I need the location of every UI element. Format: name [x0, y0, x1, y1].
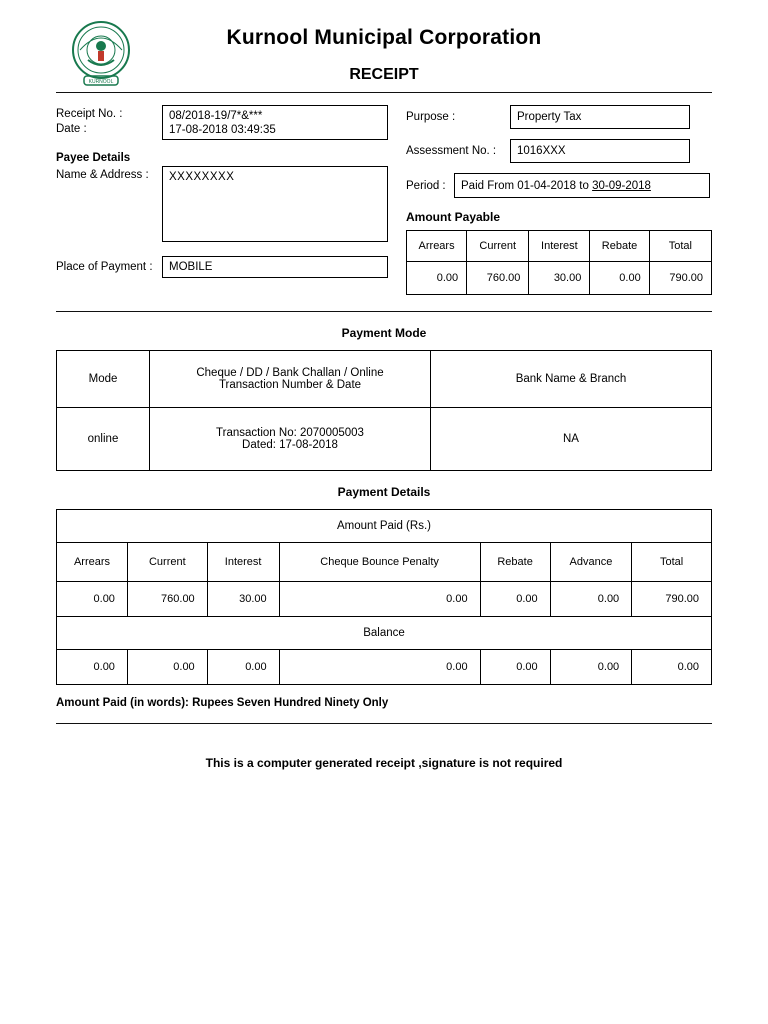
- balance-val-advance: 0.00: [550, 650, 632, 685]
- amount-in-words: Amount Paid (in words): Rupees Seven Hundred Ninety Only: [56, 697, 389, 709]
- place-of-payment-label: Place of Payment :: [56, 261, 153, 273]
- paid-val-current: 760.00: [127, 582, 207, 617]
- purpose-label: Purpose :: [406, 111, 456, 123]
- receipt-no-date-field[interactable]: [162, 105, 388, 140]
- payment-mode-col-transaction: [150, 351, 431, 408]
- kurnool-municipal-corporation-emblem-icon: [70, 20, 132, 86]
- receipt-no-value: 08/2018-19/7*&***: [169, 110, 263, 122]
- date-label: Date :: [56, 123, 87, 135]
- period-prefix: Paid From: [461, 180, 515, 192]
- period-from: 01-04-2018: [517, 180, 577, 192]
- table-row: [57, 543, 712, 582]
- table-row: [407, 262, 712, 295]
- payment-details-col-current: Current: [127, 543, 207, 582]
- assessment-label: Assessment No. :: [406, 145, 497, 157]
- amount-payable-val-interest: 30.00: [529, 262, 590, 295]
- payment-details-title: Payment Details: [337, 485, 431, 499]
- receipt-title: RECEIPT: [349, 66, 419, 83]
- payment-details-col-interest: Interest: [207, 543, 279, 582]
- svg-text:KURNOOL: KURNOOL: [88, 79, 114, 85]
- balance-val-arrears: 0.00: [57, 650, 128, 685]
- balance-val-rebate: 0.00: [480, 650, 550, 685]
- payment-details-col-total: Total: [632, 543, 712, 582]
- table-row: [57, 510, 712, 543]
- amount-payable-title: Amount Payable: [406, 210, 501, 224]
- payment-mode-col-bank: Bank Name & Branch: [431, 351, 712, 408]
- top-info-right: [396, 105, 712, 295]
- table-row: [57, 408, 712, 471]
- payment-mode-col-mode: Mode: [57, 351, 150, 408]
- amount-payable-table: [406, 230, 712, 295]
- receipt-header: [56, 0, 712, 85]
- table-row: [57, 351, 712, 408]
- payment-mode-value: online: [57, 408, 150, 471]
- table-row: [57, 650, 712, 685]
- transaction-number: Transaction No: 2070005003: [216, 427, 364, 439]
- period-to-word: to: [579, 180, 589, 192]
- section-divider-2: [56, 723, 712, 724]
- assessment-row: [406, 139, 712, 163]
- paid-val-arrears: 0.00: [57, 582, 128, 617]
- header-divider: [56, 92, 712, 93]
- amount-payable-col-rebate: Rebate: [590, 231, 649, 262]
- table-row: [57, 582, 712, 617]
- name-address-field[interactable]: XXXXXXXX: [162, 166, 388, 242]
- balance-val-total: 0.00: [632, 650, 712, 685]
- place-of-payment-row: [56, 256, 396, 278]
- payment-mode-col-transaction-line1: Cheque / DD / Bank Challan / Online: [196, 367, 384, 379]
- purpose-row: [406, 105, 712, 129]
- paid-val-interest: 30.00: [207, 582, 279, 617]
- amount-payable-val-rebate: 0.00: [590, 262, 649, 295]
- payment-details-col-rebate: Rebate: [480, 543, 550, 582]
- table-row: [407, 231, 712, 262]
- organization-title: Kurnool Municipal Corporation: [226, 26, 542, 49]
- title-block: [56, 0, 712, 84]
- payment-mode-table: [56, 350, 712, 471]
- footer-note: This is a computer generated receipt ,signature is not required: [205, 756, 563, 770]
- payment-mode-title: Payment Mode: [341, 326, 427, 340]
- name-address-label: Name & Address :: [56, 169, 149, 181]
- top-info-section: [56, 105, 712, 295]
- payment-mode-col-transaction-line2: Transaction Number & Date: [218, 379, 362, 391]
- period-label: Period :: [406, 179, 446, 192]
- balance-val-interest: 0.00: [207, 650, 279, 685]
- amount-payable-col-current: Current: [467, 231, 529, 262]
- amount-paid-header: Amount Paid (Rs.): [57, 510, 712, 543]
- paid-val-cheque-bounce-penalty: 0.00: [279, 582, 480, 617]
- top-info-left: [56, 105, 396, 295]
- table-row: [57, 617, 712, 650]
- amount-payable-val-arrears: 0.00: [407, 262, 467, 295]
- assessment-field[interactable]: 1016XXX: [510, 139, 690, 163]
- payment-mode-transaction-cell: [150, 408, 431, 471]
- payment-details-table: [56, 509, 712, 685]
- amount-payable-col-arrears: Arrears: [407, 231, 467, 262]
- place-of-payment-field[interactable]: MOBILE: [162, 256, 388, 278]
- purpose-field[interactable]: Property Tax: [510, 105, 690, 129]
- paid-val-rebate: 0.00: [480, 582, 550, 617]
- balance-header: Balance: [57, 617, 712, 650]
- receipt-no-label: Receipt No. :: [56, 108, 123, 120]
- date-value: 17-08-2018 03:49:35: [169, 124, 276, 136]
- payment-mode-bank-value: NA: [431, 408, 712, 471]
- paid-val-advance: 0.00: [550, 582, 632, 617]
- amount-payable-col-interest: Interest: [529, 231, 590, 262]
- paid-val-total: 790.00: [632, 582, 712, 617]
- payment-details-col-cheque-bounce-penalty: Cheque Bounce Penalty: [279, 543, 480, 582]
- amount-payable-val-current: 760.00: [467, 262, 529, 295]
- period-field[interactable]: [454, 173, 710, 198]
- name-address-labels: [56, 166, 162, 183]
- amount-payable-val-total: 790.00: [649, 262, 711, 295]
- receipt-no-labels: [56, 105, 162, 137]
- payment-details-col-advance: Advance: [550, 543, 632, 582]
- receipt-no-row: [56, 105, 396, 140]
- section-divider-1: [56, 311, 712, 312]
- payee-details-label: Payee Details: [56, 152, 131, 164]
- payment-details-col-arrears: Arrears: [57, 543, 128, 582]
- balance-val-current: 0.00: [127, 650, 207, 685]
- period-to: 30-09-2018: [592, 180, 651, 192]
- amount-payable-col-total: Total: [649, 231, 711, 262]
- name-address-row: [56, 166, 396, 242]
- balance-val-cheque-bounce-penalty: 0.00: [279, 650, 480, 685]
- period-row: [406, 173, 712, 198]
- transaction-date: Dated: 17-08-2018: [242, 439, 338, 451]
